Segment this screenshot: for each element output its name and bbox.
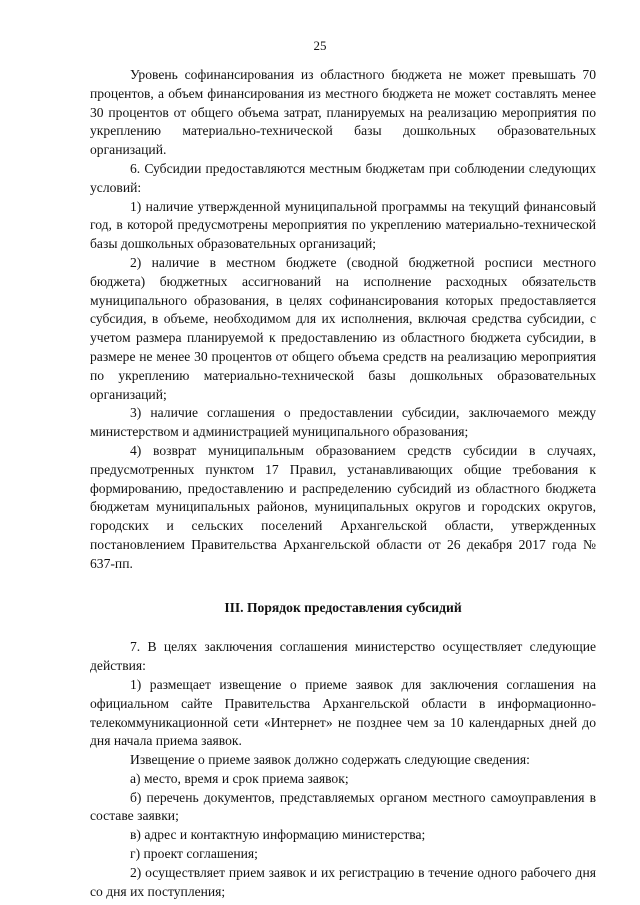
paragraph: 7. В целях заключения соглашения министерство осуществляет следующие действия:	[90, 639, 596, 674]
paragraph: 1) размещает извещение о приеме заявок для заключения соглашения на официальном сайте Правительства Архангельской области в информационно-телекоммуникационной сети «Интернет» не позднее чем за 10 календарных дней до дня начала приема заявок.	[90, 676, 596, 749]
paragraph: 6. Субсидии предоставляются местным бюджетам при соблюдении следующих условий:	[90, 160, 596, 195]
section-title: III. Порядок предоставления субсидий	[224, 599, 462, 615]
paragraph: 2) осуществляет прием заявок и их регистрацию в течение одного рабочего дня со дня их поступления;	[90, 864, 596, 899]
page-number: 25	[313, 38, 327, 53]
paragraph: 2) наличие в местном бюджете (сводной бюджетной росписи местного бюджета) бюджетных ассигнований на исполнение расходных обязательств муниципального образования, в целях софинансирования которых предоставляется субсидия, в объеме, необходимом для их исполнения, включая средства субсидии, с учетом размера планируемой к предоставлению из областного бюджета субсидии, в размере не менее 30 процентов от общего объема средств на реализацию мероприятия по укреплению материально-технической базы дошкольных образовательных организаций;	[90, 254, 596, 402]
paragraph: 4) возврат муниципальным образованием средств субсидии в случаях, предусмотренных пунктом 17 Правил, устанавливающих общие требования к формированию, предоставлению и распределению субсидий из областного бюджета бюджетам муниципальных районов, муниципальных округов и городских округов, городских и сельских поселений Архангельской области, утвержденных постановлением Правительства Архангельской области от 26 декабря 2017 года № 637-пп.	[90, 442, 596, 571]
paragraph: б) перечень документов, представляемых органом местного самоуправления в составе заявки;	[90, 789, 596, 824]
paragraph: 1) наличие утвержденной муниципальной программы на текущий финансовый год, в которой предусмотрены мероприятия по укреплению материально-технической базы дошкольных образовательных организаций;	[90, 198, 596, 252]
paragraph: Уровень софинансирования из областного бюджета не может превышать 70 процентов, а объем финансирования из местного бюджета не может составлять менее 30 процентов от общего объема затрат, планируемых на реализацию мероприятия по укреплению материально-технической базы дошкольных образовательных организаций.	[90, 67, 596, 158]
paragraph: в) адрес и контактную информацию министерства;	[130, 827, 426, 843]
paragraph: г) проект соглашения;	[130, 846, 258, 862]
paragraph: 3) наличие соглашения о предоставлении субсидии, заключаемого между министерством и администрацией муниципального образования;	[90, 405, 596, 440]
paragraph: Извещение о приеме заявок должно содержать следующие сведения:	[130, 752, 530, 768]
document-body	[90, 66, 596, 901]
paragraph: а) место, время и срок приема заявок;	[130, 770, 349, 786]
